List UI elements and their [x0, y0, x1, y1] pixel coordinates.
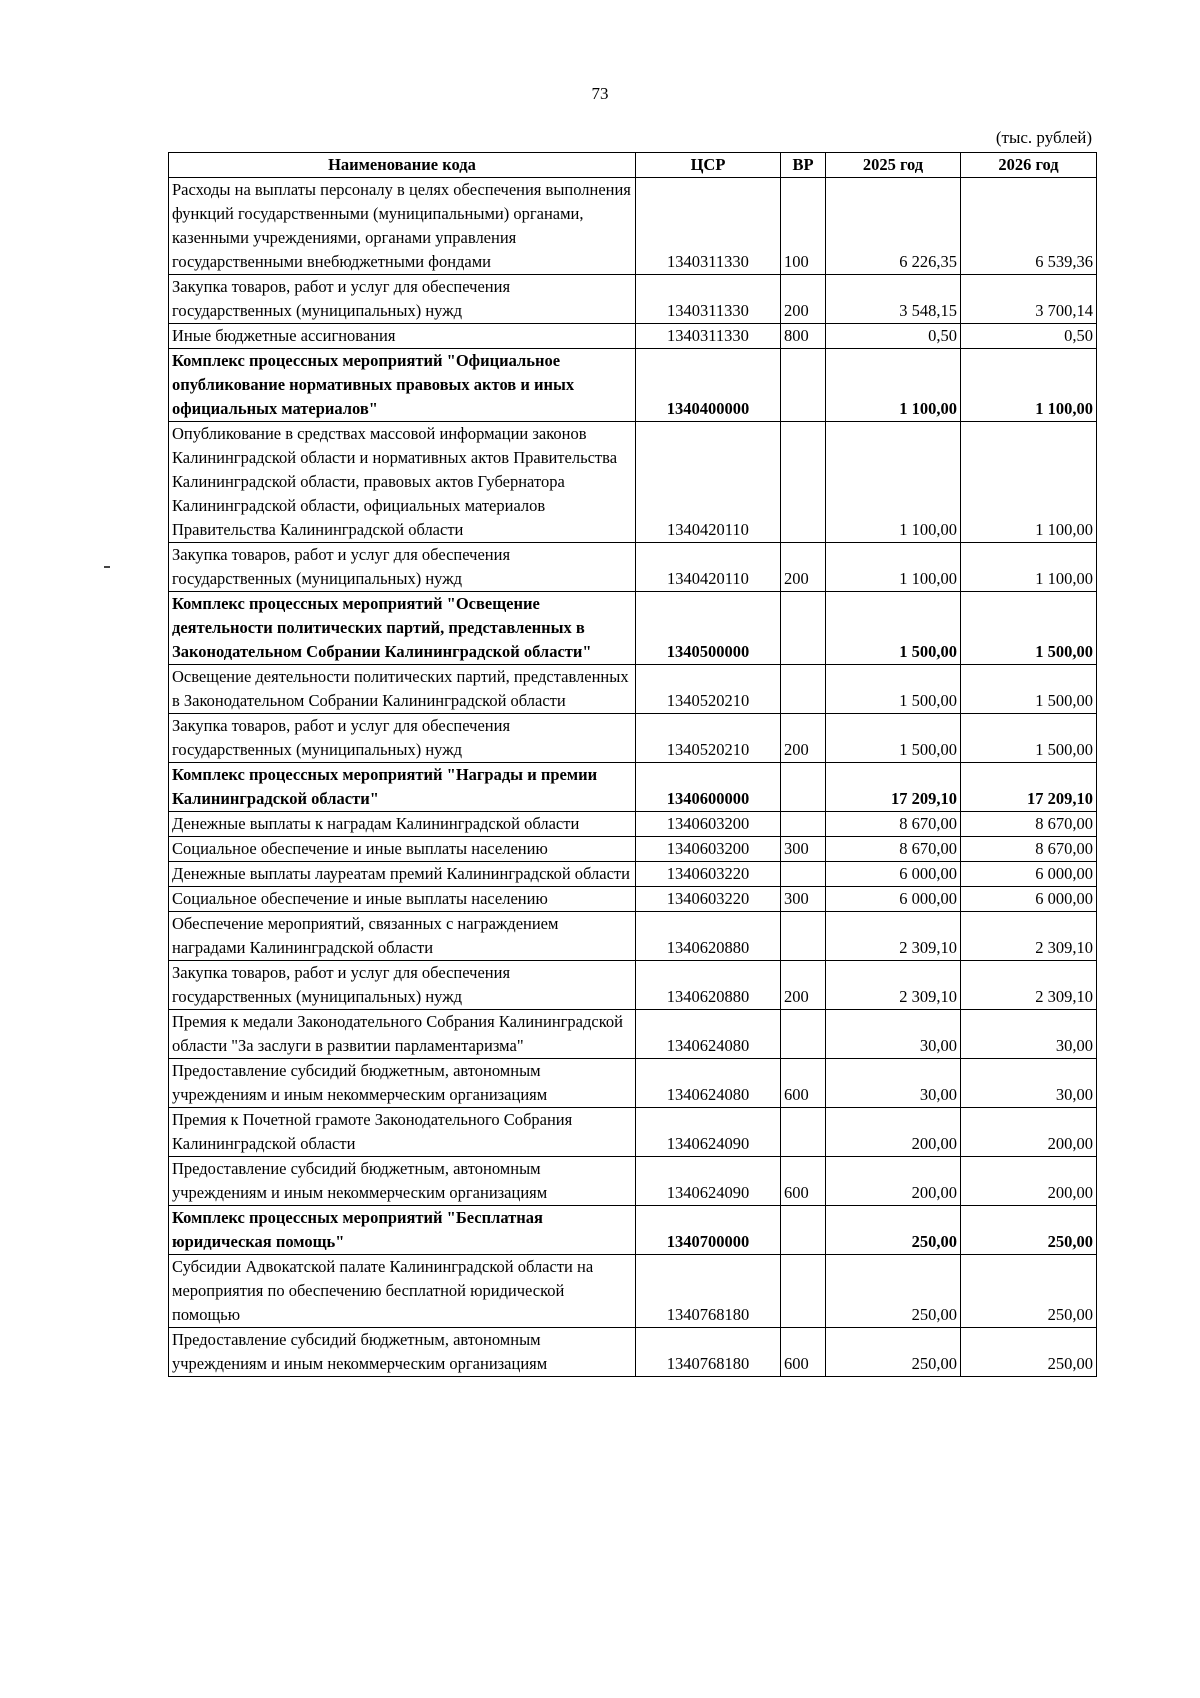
table-row	[169, 961, 1097, 1010]
cell-2025: 1 100,00	[826, 543, 961, 592]
cell-vr: 200	[781, 543, 826, 592]
cell-vr	[781, 1206, 826, 1255]
cell-name: Премия к Почетной грамоте Законодательного Собрания Калининградской области	[169, 1108, 636, 1157]
cell-name: Закупка товаров, работ и услуг для обеспечения государственных (муниципальных) нужд	[169, 543, 636, 592]
cell-csr: 1340400000	[636, 349, 781, 422]
table-body	[169, 178, 1097, 1377]
cell-2026: 1 100,00	[961, 543, 1097, 592]
cell-2025: 250,00	[826, 1255, 961, 1328]
cell-name: Иные бюджетные ассигнования	[169, 324, 636, 349]
cell-csr: 1340311330	[636, 324, 781, 349]
cell-name: Комплекс процессных мероприятий "Освещение деятельности политических партий, представленных в Законодательном Собрании Калининградской области"	[169, 592, 636, 665]
cell-vr: 800	[781, 324, 826, 349]
cell-2025: 1 500,00	[826, 592, 961, 665]
cell-vr: 200	[781, 275, 826, 324]
header-name: Наименование кода	[169, 153, 636, 178]
cell-2026: 0,50	[961, 324, 1097, 349]
cell-vr	[781, 1255, 826, 1328]
cell-2025: 1 500,00	[826, 714, 961, 763]
cell-csr: 1340768180	[636, 1255, 781, 1328]
cell-name: Социальное обеспечение и иные выплаты населению	[169, 887, 636, 912]
cell-2025: 8 670,00	[826, 812, 961, 837]
cell-vr	[781, 665, 826, 714]
cell-csr: 1340768180	[636, 1328, 781, 1377]
cell-2026: 2 309,10	[961, 961, 1097, 1010]
cell-2025: 250,00	[826, 1206, 961, 1255]
cell-vr	[781, 862, 826, 887]
cell-csr: 1340603200	[636, 812, 781, 837]
cell-name: Премия к медали Законодательного Собрания Калининградской области "За заслуги в развитии парламентаризма"	[169, 1010, 636, 1059]
cell-vr	[781, 349, 826, 422]
cell-csr: 1340420110	[636, 422, 781, 543]
cell-vr: 600	[781, 1328, 826, 1377]
cell-2025: 3 548,15	[826, 275, 961, 324]
cell-vr: 300	[781, 887, 826, 912]
cell-2026: 17 209,10	[961, 763, 1097, 812]
cell-2026: 200,00	[961, 1108, 1097, 1157]
cell-name: Комплекс процессных мероприятий "Награды и премии Калининградской области"	[169, 763, 636, 812]
cell-2026: 1 500,00	[961, 714, 1097, 763]
cell-2025: 2 309,10	[826, 961, 961, 1010]
cell-2025: 17 209,10	[826, 763, 961, 812]
cell-2025: 1 100,00	[826, 349, 961, 422]
cell-name: Предоставление субсидий бюджетным, автономным учреждениям и иным некоммерческим организациям	[169, 1328, 636, 1377]
table-row	[169, 349, 1097, 422]
cell-name: Закупка товаров, работ и услуг для обеспечения государственных (муниципальных) нужд	[169, 961, 636, 1010]
table-row	[169, 665, 1097, 714]
table-row	[169, 763, 1097, 812]
cell-csr: 1340624090	[636, 1108, 781, 1157]
table-row	[169, 1255, 1097, 1328]
cell-vr: 600	[781, 1059, 826, 1108]
cell-csr: 1340600000	[636, 763, 781, 812]
cell-2025: 200,00	[826, 1108, 961, 1157]
table-row	[169, 275, 1097, 324]
cell-csr: 1340311330	[636, 275, 781, 324]
cell-name: Закупка товаров, работ и услуг для обеспечения государственных (муниципальных) нужд	[169, 275, 636, 324]
cell-name: Комплекс процессных мероприятий "Бесплатная юридическая помощь"	[169, 1206, 636, 1255]
cell-name: Расходы на выплаты персоналу в целях обеспечения выполнения функций государственными (муниципальными) органами, казенными учреждениями, органами управления государственными внебюджетными фондами	[169, 178, 636, 275]
cell-2025: 250,00	[826, 1328, 961, 1377]
table-row	[169, 1010, 1097, 1059]
header-2026: 2026 год	[961, 153, 1097, 178]
cell-2025: 30,00	[826, 1010, 961, 1059]
table-row	[169, 1108, 1097, 1157]
table-row	[169, 1206, 1097, 1255]
cell-2026: 200,00	[961, 1157, 1097, 1206]
cell-2026: 6 000,00	[961, 887, 1097, 912]
cell-2026: 250,00	[961, 1206, 1097, 1255]
cell-2025: 6 000,00	[826, 887, 961, 912]
cell-name: Обеспечение мероприятий, связанных с награждением наградами Калининградской области	[169, 912, 636, 961]
cell-csr: 1340620880	[636, 961, 781, 1010]
table-row	[169, 543, 1097, 592]
cell-2026: 8 670,00	[961, 837, 1097, 862]
table-row	[169, 1328, 1097, 1377]
cell-2026: 1 100,00	[961, 349, 1097, 422]
cell-2025: 6 226,35	[826, 178, 961, 275]
table-header-row	[169, 153, 1097, 178]
cell-vr	[781, 763, 826, 812]
cell-csr: 1340603220	[636, 887, 781, 912]
cell-csr: 1340500000	[636, 592, 781, 665]
cell-name: Опубликование в средствах массовой информации законов Калининградской области и нормативных актов Правительства Калининградской области, правовых актов Губернатора Калининградской области, официальных материалов Правительства Калининградской области	[169, 422, 636, 543]
header-2025: 2025 год	[826, 153, 961, 178]
cell-2025: 2 309,10	[826, 912, 961, 961]
cell-csr: 1340520210	[636, 714, 781, 763]
table-row	[169, 912, 1097, 961]
cell-name: Предоставление субсидий бюджетным, автономным учреждениям и иным некоммерческим организациям	[169, 1059, 636, 1108]
cell-2026: 2 309,10	[961, 912, 1097, 961]
cell-2025: 8 670,00	[826, 837, 961, 862]
cell-name: Субсидии Адвокатской палате Калининградской области на мероприятия по обеспечению бесплатной юридической помощью	[169, 1255, 636, 1328]
cell-csr: 1340620880	[636, 912, 781, 961]
cell-2025: 0,50	[826, 324, 961, 349]
unit-label: (тыс. рублей)	[995, 128, 1092, 147]
cell-name: Закупка товаров, работ и услуг для обеспечения государственных (муниципальных) нужд	[169, 714, 636, 763]
cell-2025: 1 500,00	[826, 665, 961, 714]
cell-vr	[781, 1010, 826, 1059]
cell-2026: 30,00	[961, 1059, 1097, 1108]
cell-2026: 3 700,14	[961, 275, 1097, 324]
cell-2026: 1 500,00	[961, 665, 1097, 714]
cell-csr: 1340603200	[636, 837, 781, 862]
table-row	[169, 592, 1097, 665]
cell-csr: 1340624080	[636, 1010, 781, 1059]
cell-2026: 6 539,36	[961, 178, 1097, 275]
cell-2026: 250,00	[961, 1328, 1097, 1377]
header-vr: ВР	[781, 153, 826, 178]
cell-vr: 200	[781, 961, 826, 1010]
cell-name: Социальное обеспечение и иные выплаты населению	[169, 837, 636, 862]
cell-vr: 200	[781, 714, 826, 763]
cell-2026: 30,00	[961, 1010, 1097, 1059]
cell-csr: 1340603220	[636, 862, 781, 887]
cell-2025: 200,00	[826, 1157, 961, 1206]
table-row	[169, 812, 1097, 837]
cell-name: Денежные выплаты к наградам Калининградской области	[169, 812, 636, 837]
cell-name: Денежные выплаты лауреатам премий Калининградской области	[169, 862, 636, 887]
table-row	[169, 887, 1097, 912]
table-row	[169, 1157, 1097, 1206]
cell-2026: 8 670,00	[961, 812, 1097, 837]
cell-vr: 300	[781, 837, 826, 862]
table-row	[169, 862, 1097, 887]
cell-2026: 6 000,00	[961, 862, 1097, 887]
cell-2026: 250,00	[961, 1255, 1097, 1328]
cell-2026: 1 100,00	[961, 422, 1097, 543]
cell-name: Комплекс процессных мероприятий "Официальное опубликование нормативных правовых актов и иных официальных материалов"	[169, 349, 636, 422]
cell-csr: 1340311330	[636, 178, 781, 275]
cell-vr	[781, 592, 826, 665]
cell-vr: 100	[781, 178, 826, 275]
cell-csr: 1340520210	[636, 665, 781, 714]
cell-name: Освещение деятельности политических партий, представленных в Законодательном Собрании Калининградской области	[169, 665, 636, 714]
budget-table	[168, 152, 1097, 1377]
cell-vr	[781, 912, 826, 961]
cell-vr	[781, 1108, 826, 1157]
cell-2025: 30,00	[826, 1059, 961, 1108]
table-row	[169, 178, 1097, 275]
cell-name: Предоставление субсидий бюджетным, автономным учреждениям и иным некоммерческим организациям	[169, 1157, 636, 1206]
cell-csr: 1340420110	[636, 543, 781, 592]
header-csr: ЦСР	[636, 153, 781, 178]
table-row	[169, 1059, 1097, 1108]
table-row	[169, 837, 1097, 862]
scan-mark	[104, 566, 110, 568]
cell-vr	[781, 812, 826, 837]
cell-csr: 1340700000	[636, 1206, 781, 1255]
table-row	[169, 714, 1097, 763]
cell-csr: 1340624080	[636, 1059, 781, 1108]
table-row	[169, 324, 1097, 349]
page-number: 73	[591, 84, 609, 103]
cell-vr: 600	[781, 1157, 826, 1206]
cell-2026: 1 500,00	[961, 592, 1097, 665]
cell-vr	[781, 422, 826, 543]
cell-csr: 1340624090	[636, 1157, 781, 1206]
cell-2025: 6 000,00	[826, 862, 961, 887]
cell-2025: 1 100,00	[826, 422, 961, 543]
table-row	[169, 422, 1097, 543]
